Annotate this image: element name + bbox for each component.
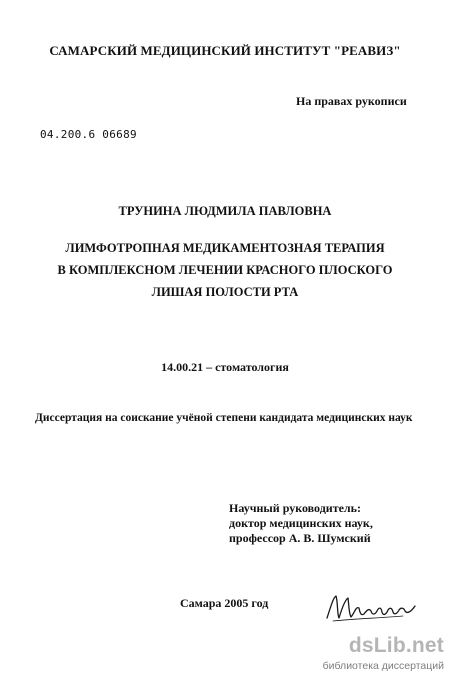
registration-number: 04.200.6 06689 <box>40 128 137 141</box>
author-name: ТРУНИНА ЛЮДМИЛА ПАВЛОВНА <box>118 204 332 218</box>
rights-note: На правах рукописи <box>296 94 407 108</box>
thesis-title-line: В КОМПЛЕКСНОМ ЛЕЧЕНИИ КРАСНОГО ПЛОСКОГО <box>57 263 393 277</box>
watermark-logo: dsLib.net <box>348 634 444 657</box>
watermark-subtitle: библиотека диссертаций <box>322 660 444 672</box>
dissertation-note: Диссертация на соискание учёной степени кандидата медицинских наук <box>35 412 413 424</box>
thesis-title-line: ЛИШАЯ ПОЛОСТИ РТА <box>151 285 299 299</box>
supervisor-role: Научный руководитель: <box>229 501 361 515</box>
thesis-title-line: ЛИМФОТРОПНАЯ МЕДИКАМЕНТОЗНАЯ ТЕРАПИЯ <box>65 241 385 255</box>
institute-name: САМАРСКИЙ МЕДИЦИНСКИЙ ИНСТИТУТ "РЕАВИЗ" <box>49 43 401 58</box>
supervisor-name: профессор А. В. Шумский <box>229 531 371 545</box>
supervisor-degree: доктор медицинских наук, <box>229 516 373 530</box>
specialty-code: 14.00.21 – стоматология <box>161 360 289 374</box>
dslib-watermark <box>322 634 450 678</box>
place-and-year: Самара 2005 год <box>180 596 269 610</box>
handwritten-signature <box>323 588 423 628</box>
